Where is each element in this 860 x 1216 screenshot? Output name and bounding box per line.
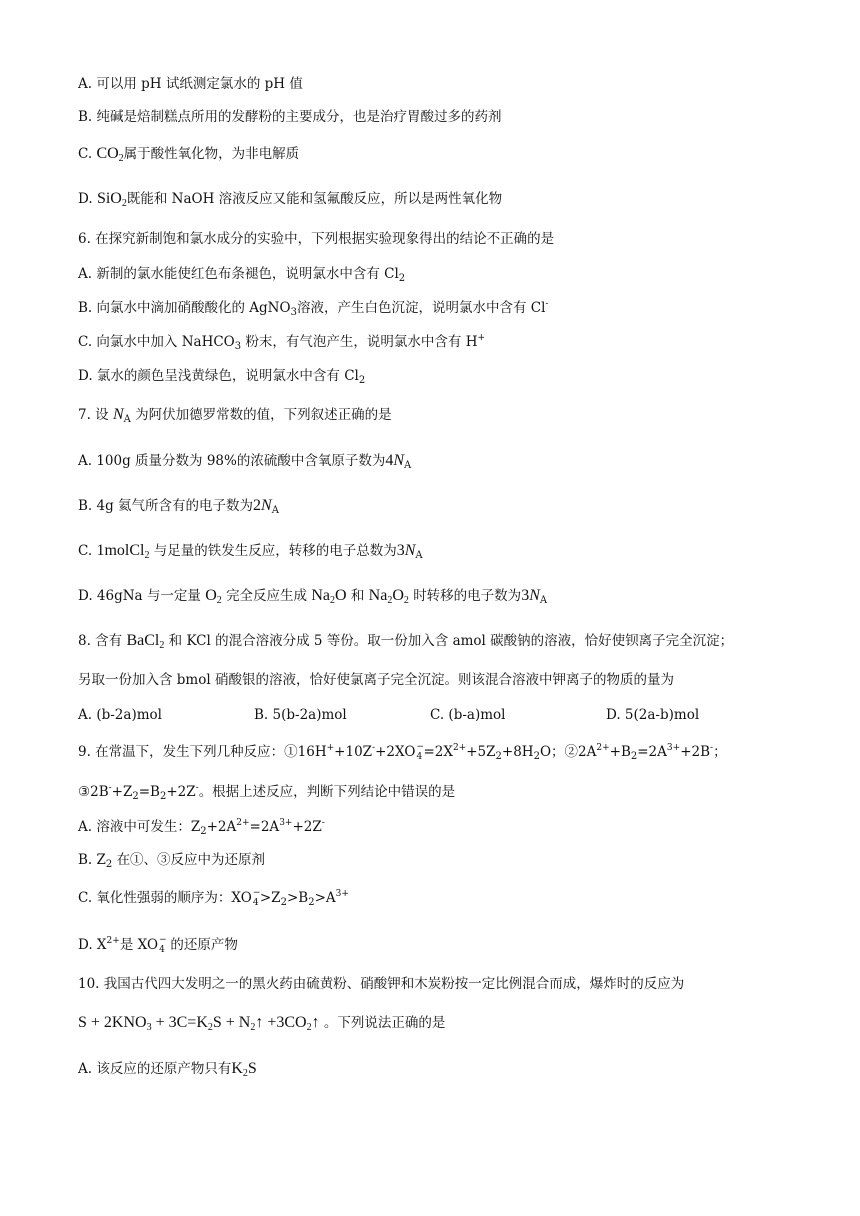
q8-stem-line2: 另取一份加入含 bmol 硝酸银的溶液，恰好使氯离子完全沉淀。则该混合溶液中钾离子的物质的量为 — [78, 672, 674, 688]
q9-option-b: B. $Z_2$ 在①、③反应中为还原剂 — [78, 852, 266, 870]
q10-stem-line2: $S + 2KNO_3 + 3C=K_2S$ + $N_2↑$ $+3CO_2↑$ 。下列说法正确的是 — [78, 1014, 446, 1033]
q5-option-a: A. 可以用 pH 试纸测定氯水的 pH 值 — [78, 76, 303, 92]
q9-option-a: A. 溶液中可发生：$Z_2+2A^{2+}=2A^{3+}+2Z^-$ — [78, 818, 325, 837]
option-text: 既能和 NaOH 溶液反应又能和氢氟酸反应，所以是两性氧化物 — [126, 191, 503, 207]
formula-co2: $CO_2$ — [96, 145, 124, 164]
q10-stem-line1: 10. 我国古代四大发明之一的黑火药由硫黄粉、硝酸钾和木炭粉按一定比例混合而成，爆炸时的反应为 — [78, 976, 685, 992]
q8-option-c: C. (b-a)mol — [430, 707, 506, 723]
q10-option-a: A. 该反应的还原产物只有$K_2S$ — [78, 1060, 257, 1079]
q9-option-c: C. 氧化性强弱的顺序为：XO − 4 $>Z_2>B_2>A^{3+}$ — [78, 888, 349, 908]
q5-option-d — [78, 189, 502, 209]
q7-option-a: A. 100g 质量分数为 98%的浓硫酸中含氧原子数为$4N_A$ — [78, 452, 412, 471]
q5-option-b: B. 纯碱是焙制糕点所用的发酵粉的主要成分，也是治疗胃酸过多的药剂 — [78, 109, 502, 125]
q9-stem-line1: 9. 在常温下，发生下列几种反应：①16H++10Z-+2XO − 4 $=2X^{2+}+5Z_2+8H_2O$；$②2A^{2+}+B_2=2A^{3+}+2B^-$； — [78, 742, 727, 762]
q6-option-d: D. 氯水的颜色呈浅黄绿色，说明氯水中含有 $Cl_2$ — [78, 368, 366, 386]
q6-option-a: A. 新制的氯水能使红色布条褪色，说明氯水中含有 $Cl_2$ — [78, 266, 406, 284]
q7-option-d: D. 46gNa 与一定量 $O_2$ 完全反应生成 $Na_2O$ 和 $Na_2O_2$ 时转移的电子数为$3N_A$ — [78, 587, 548, 606]
q8-option-b: B. 5(b-2a)mol — [254, 707, 347, 723]
q9-option-d: D. $X^{2+}$是 XO − 4 的还原产物 — [78, 935, 238, 955]
q7-option-c: C. 1molCl$_2$ 与足量的铁发生反应，转移的电子总数为$3N_A$ — [78, 542, 423, 561]
option-prefix: D. — [78, 191, 93, 207]
option-text: 属于酸性氧化物，为非电解质 — [123, 146, 300, 162]
formula-sio2: SiO$_2$ — [96, 190, 127, 209]
q6-stem: 6. 在探究新制饱和氯水成分的实验中，下列根据实验现象得出的结论不正确的是 — [78, 231, 555, 247]
q5-option-c — [78, 144, 299, 164]
q9-stem-line2: $③2B^-+Z_2=B_2+2Z^-$。根据上述反应，判断下列结论中错误的是 — [78, 783, 456, 802]
q8-option-a: A. (b-2a)mol — [78, 707, 162, 723]
q6-option-b: B. 向氯水中滴加硝酸酸化的 AgNO$_3$溶液，产生白色沉淀，说明氯水中含有 Cl- — [78, 299, 549, 318]
option-prefix: C. — [78, 146, 93, 162]
q8-stem-line1: 8. 含有 BaCl$_2$ 和 KCl 的混合溶液分成 5 等份。取一份加入含 amol 碳酸钠的溶液，恰好使钡离子完全沉淀； — [78, 632, 734, 651]
q8-option-d: D. 5(2a-b)mol — [606, 707, 700, 723]
q7-stem: 7. 设 $N_A$ 为阿伏加德罗常数的值，下列叙述正确的是 — [78, 406, 392, 425]
q6-option-c: C. 向氯水中加入 NaHCO$_3$ 粉末，有气泡产生，说明氯水中含有 H+ — [78, 333, 486, 352]
reaction-equation: $S + 2KNO_3 + 3C=K_2S$ + $N_2↑$ $+3CO_2↑$ — [78, 1014, 320, 1033]
q7-option-b: B. 4g 氦气所含有的电子数为$2N_A$ — [78, 497, 279, 516]
